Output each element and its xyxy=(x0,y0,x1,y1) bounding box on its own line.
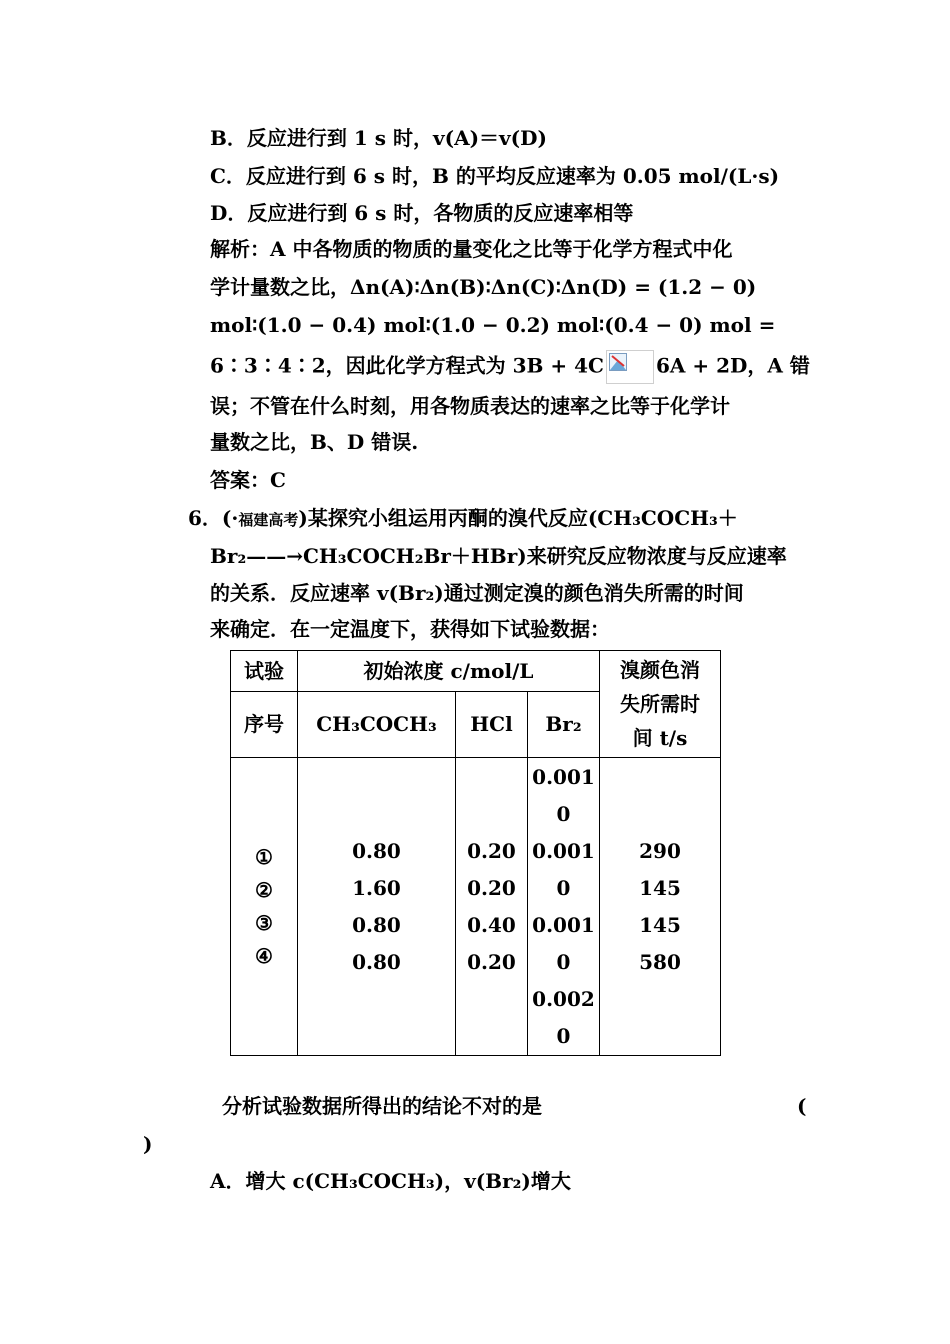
serial-3: ③ xyxy=(255,910,273,935)
analysis-label: 解析： xyxy=(210,237,270,261)
option-d-label: D． xyxy=(210,201,248,225)
source-tag: 福建高考 xyxy=(238,511,299,529)
answer-paren-close: ) xyxy=(143,1132,153,1156)
br2-line-2: 0 xyxy=(556,801,571,826)
serial-column xyxy=(231,758,298,1056)
analysis-text-4a: 6∶3∶4∶2，因此化学方程式为 3B + 4C xyxy=(210,353,604,378)
question-6-line-1 xyxy=(188,506,738,532)
header-time-2: 失所需时 xyxy=(620,692,700,716)
question-stem-4: 来确定．在一定温度下，获得如下试验数据： xyxy=(210,617,610,641)
option-c-label: C． xyxy=(210,164,246,188)
hcl-3: 0.40 xyxy=(467,912,516,937)
time-2: 145 xyxy=(639,875,681,900)
time-4: 580 xyxy=(639,949,681,974)
question-stem-1: 某探究小组运用丙酮的溴代反应(CH₃COCH₃＋ xyxy=(307,506,738,530)
header-time-1: 溴颜色消 xyxy=(620,658,700,682)
serial-2: ② xyxy=(255,877,273,902)
time-column xyxy=(600,758,721,1056)
serial-1: ① xyxy=(255,844,273,869)
header-br2: Br₂ xyxy=(528,692,600,758)
br2-line-5: 0.001 xyxy=(532,912,595,937)
experiment-table xyxy=(230,650,721,1056)
answer-label: 答案： xyxy=(210,468,270,492)
option-b xyxy=(210,126,547,150)
analysis-text-1: A 中各物质的物质的量变化之比等于化学方程式中化 xyxy=(270,237,733,261)
br2-line-6: 0 xyxy=(556,949,571,974)
analysis-line-6: 量数之比，B、D 错误. xyxy=(210,430,419,454)
answer-paren-open: ( xyxy=(797,1094,807,1118)
question-number: 6． xyxy=(188,506,222,530)
acetone-1: 0.80 xyxy=(352,838,401,863)
br2-line-1: 0.001 xyxy=(532,764,595,789)
hcl-column xyxy=(456,758,528,1056)
option-b-formula: v(A)＝v(D) xyxy=(432,126,547,150)
option-c-text: 反应进行到 6 s 时，B 的平均反应速率为 0.05 mol/(L·s) xyxy=(245,164,780,188)
analysis-line-5: 误；不管在什么时刻，用各物质表达的速率之比等于化学计 xyxy=(210,394,730,418)
option-d xyxy=(210,201,633,225)
analysis-line-3: mol∶(1.0 − 0.4) mol∶(1.0 − 0.2) mol∶(0.4 − 0) mol = xyxy=(210,313,776,337)
time-1: 290 xyxy=(639,838,681,863)
header-exp-2: 序号 xyxy=(231,692,298,758)
q6-option-a xyxy=(210,1169,571,1193)
header-acetone: CH₃COCH₃ xyxy=(298,692,456,758)
br2-line-3: 0.001 xyxy=(532,838,595,863)
option-c xyxy=(210,164,779,188)
acetone-4: 0.80 xyxy=(352,949,401,974)
analysis-line-4 xyxy=(210,350,810,384)
analysis-text-4b: 6A + 2D，A 错 xyxy=(655,353,810,378)
q6-option-a-label: A． xyxy=(210,1169,246,1193)
header-time xyxy=(600,651,721,758)
broken-image-icon xyxy=(606,350,654,384)
source-close: ) xyxy=(298,506,308,530)
header-hcl: HCl xyxy=(456,692,528,758)
br2-line-4: 0 xyxy=(556,875,571,900)
q6-option-a-text: 增大 c(CH₃COCH₃)，v(Br₂)增大 xyxy=(245,1169,571,1193)
answer-line xyxy=(210,468,286,492)
question-stem-2: Br₂——→CH₃COCH₂Br＋HBr)来研究反应物浓度与反应速率 xyxy=(210,544,787,568)
header-time-3: 间 t/s xyxy=(632,726,688,750)
time-3: 145 xyxy=(639,912,681,937)
analysis-line-1 xyxy=(210,237,732,261)
hcl-4: 0.20 xyxy=(467,949,516,974)
br2-column xyxy=(528,758,600,1056)
header-exp-1: 试验 xyxy=(231,651,298,692)
acetone-column xyxy=(298,758,456,1056)
analysis-line-2: 学计量数之比，Δn(A)∶Δn(B)∶Δn(C)∶Δn(D) = (1.2 − 0) xyxy=(210,275,757,299)
hcl-2: 0.20 xyxy=(467,875,516,900)
serial-4: ④ xyxy=(255,943,273,968)
option-b-label: B． xyxy=(210,126,247,150)
question-prompt: 分析试验数据所得出的结论不对的是 xyxy=(222,1094,542,1118)
header-concentration: 初始浓度 c/mol/L xyxy=(298,651,600,692)
br2-line-8: 0 xyxy=(556,1023,571,1048)
answer-value: C xyxy=(270,468,286,492)
option-b-text: 反应进行到 1 s 时， xyxy=(246,126,433,150)
acetone-2: 1.60 xyxy=(352,875,401,900)
option-d-text: 反应进行到 6 s 时，各物质的反应速率相等 xyxy=(247,201,634,225)
acetone-3: 0.80 xyxy=(352,912,401,937)
br2-line-7: 0.002 xyxy=(532,986,595,1011)
hcl-1: 0.20 xyxy=(467,838,516,863)
source-open: (· xyxy=(221,506,239,530)
question-stem-3: 的关系．反应速率 v(Br₂)通过测定溴的颜色消失所需的时间 xyxy=(210,581,744,605)
